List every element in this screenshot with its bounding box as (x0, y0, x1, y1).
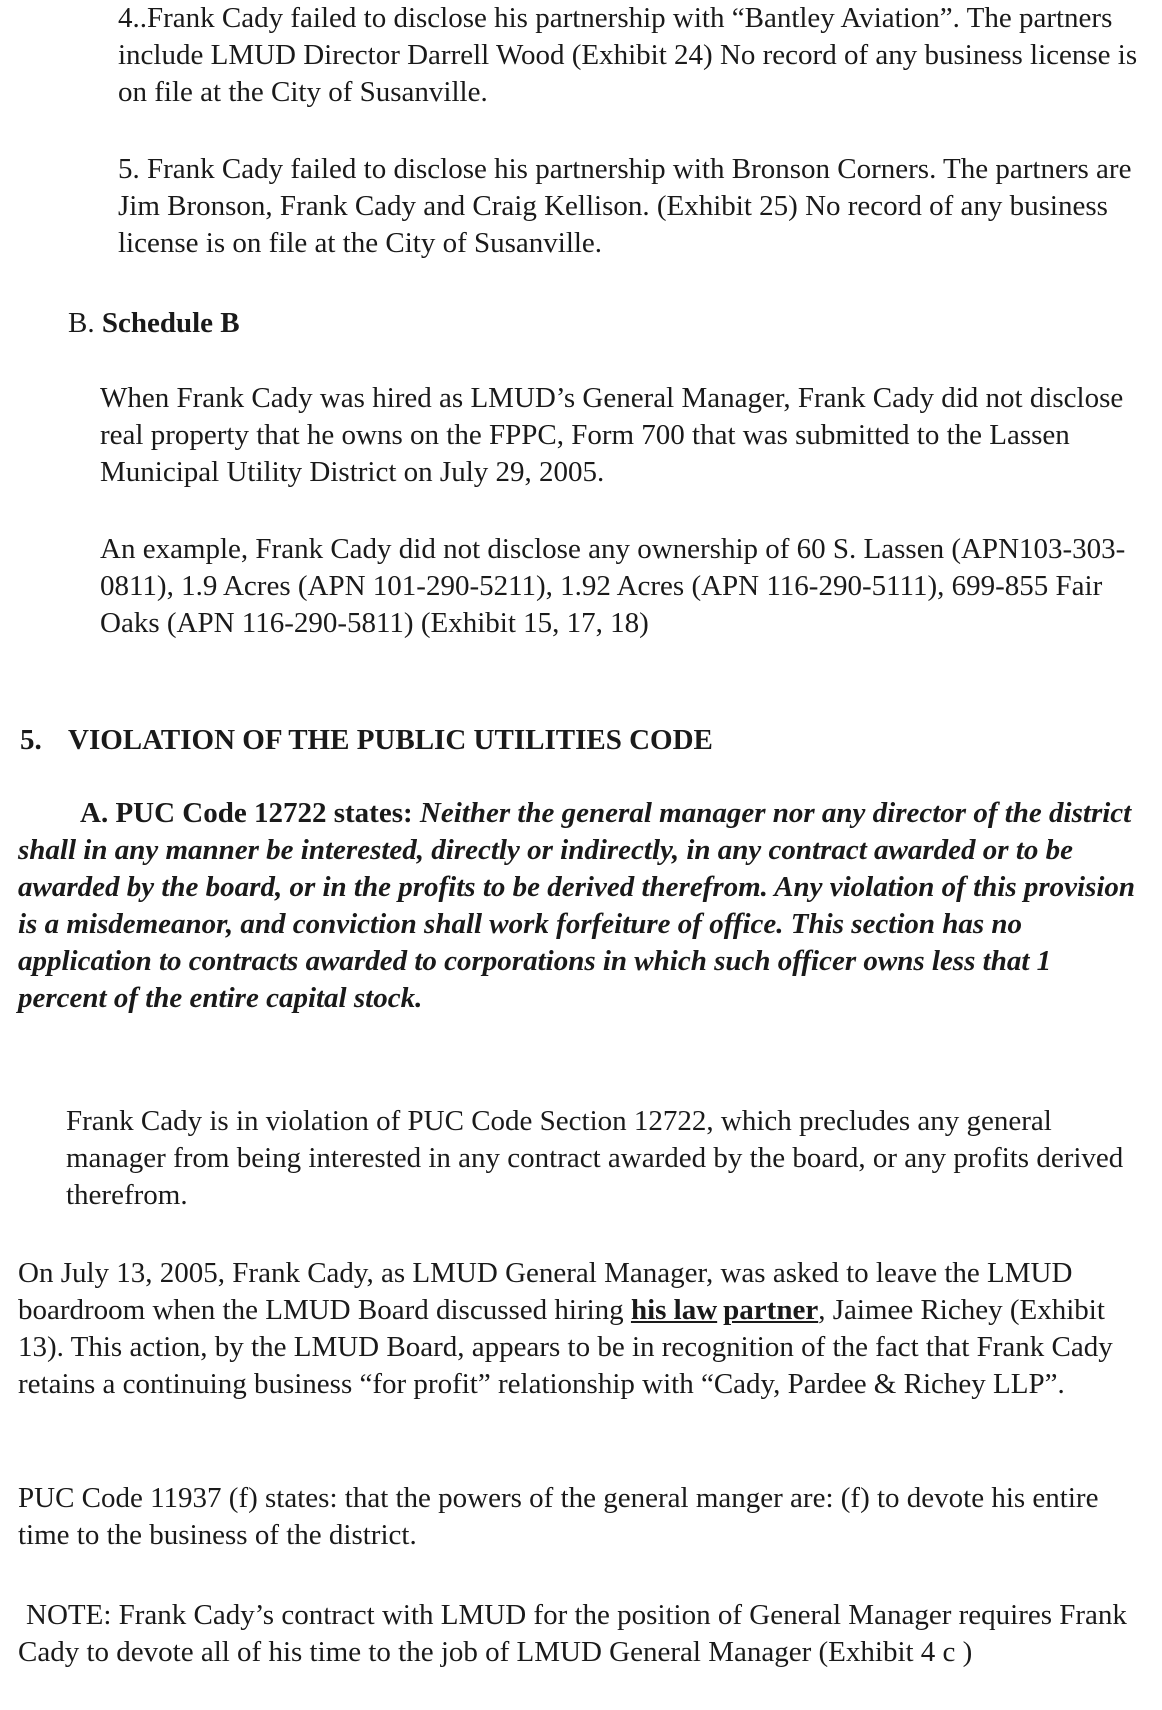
schedule-b-hired-paragraph: When Frank Cady was hired as LMUD’s General Manager, Frank Cady did not disclose real property that he owns on the FPPC, Form 700 that was submitted to the Lassen Municipal Utility District on July 29, 2005. (100, 382, 1124, 488)
puc-12722-quote: Neither the general manager nor any director of the district shall in any manner be interested, directly or indirectly, in any contract awarded or to be awarded by the board, or in the profits to be derived therefrom. Any violation of this provision is a misdemeanor, and conviction shall work forfeiture of office. This section has no application to contracts awarded to corporations in which such officer owns less that 1 percent of the entire capital stock. (18, 797, 1136, 1014)
schedule-b-letter: B. (68, 307, 95, 339)
puc-11937-paragraph: PUC Code 11937 (f) states: that the powers of the general manger are: (f) to devote his entire time to the business of the district. (18, 1482, 1099, 1551)
schedule-b-heading (68, 305, 1068, 342)
section-5-number: 5. (20, 724, 42, 756)
schedule-b-title: Schedule B (101, 307, 240, 339)
july-13-text-before: On July 13, 2005, Frank Cady, as LMUD General Manager, was asked to leave the LMUD boardroom when the LMUD Board discussed hiring (18, 1257, 1073, 1326)
puc-12722-paragraph (18, 795, 1143, 1017)
july-13-paragraph (18, 1255, 1148, 1403)
section-5-title: VIOLATION OF THE PUBLIC UTILITIES CODE (68, 724, 713, 756)
underlined-partner: partner (723, 1294, 819, 1326)
item-4-paragraph: 4..Frank Cady failed to disclose his partnership with “Bantley Aviation”. The partners include LMUD Director Darrell Wood (Exhibit 24) No record of any business license is on file at the City of Susanville. (118, 2, 1138, 108)
item-5-paragraph: 5. Frank Cady failed to disclose his partnership with Bronson Corners. The partners are Jim Bronson, Frank Cady and Craig Kellison. (Exhibit 25) No record of any business license is on file at the City of Susanville. (118, 153, 1132, 259)
schedule-b-example-paragraph: An example, Frank Cady did not disclose any ownership of 60 S. Lassen (APN103-303-0811), 1.9 Acres (APN 101-290-5211), 1.92 Acres (APN 116-290-5111), 699-855 Fair Oaks (APN 116-290-5811) (Exhibit 15, 17, 18) (100, 533, 1126, 639)
july-13-text-after: , Jaimee Richey (Exhibit 13). This action, by the LMUD Board, appears to be in recognition of the fact that Frank Cady retains a continuing business “for profit” relationship with “Cady, Pardee & Richey LLP”. (18, 1294, 1113, 1400)
violation-paragraph: Frank Cady is in violation of PUC Code Section 12722, which precludes any general manager from being interested in any contract awarded by the board, or any profits derived therefrom. (66, 1105, 1124, 1211)
note-text: NOTE: Frank Cady’s contract with LMUD for the position of General Manager requires Frank Cady to devote all of his time to the job of LMUD General Manager (Exhibit 4 c ) (18, 1599, 1127, 1668)
note-paragraph (18, 1597, 1148, 1671)
section-5-heading (20, 722, 1120, 759)
puc-12722-lead: A. PUC Code 12722 states: (80, 797, 413, 829)
underlined-his-law: his law (630, 1294, 718, 1326)
